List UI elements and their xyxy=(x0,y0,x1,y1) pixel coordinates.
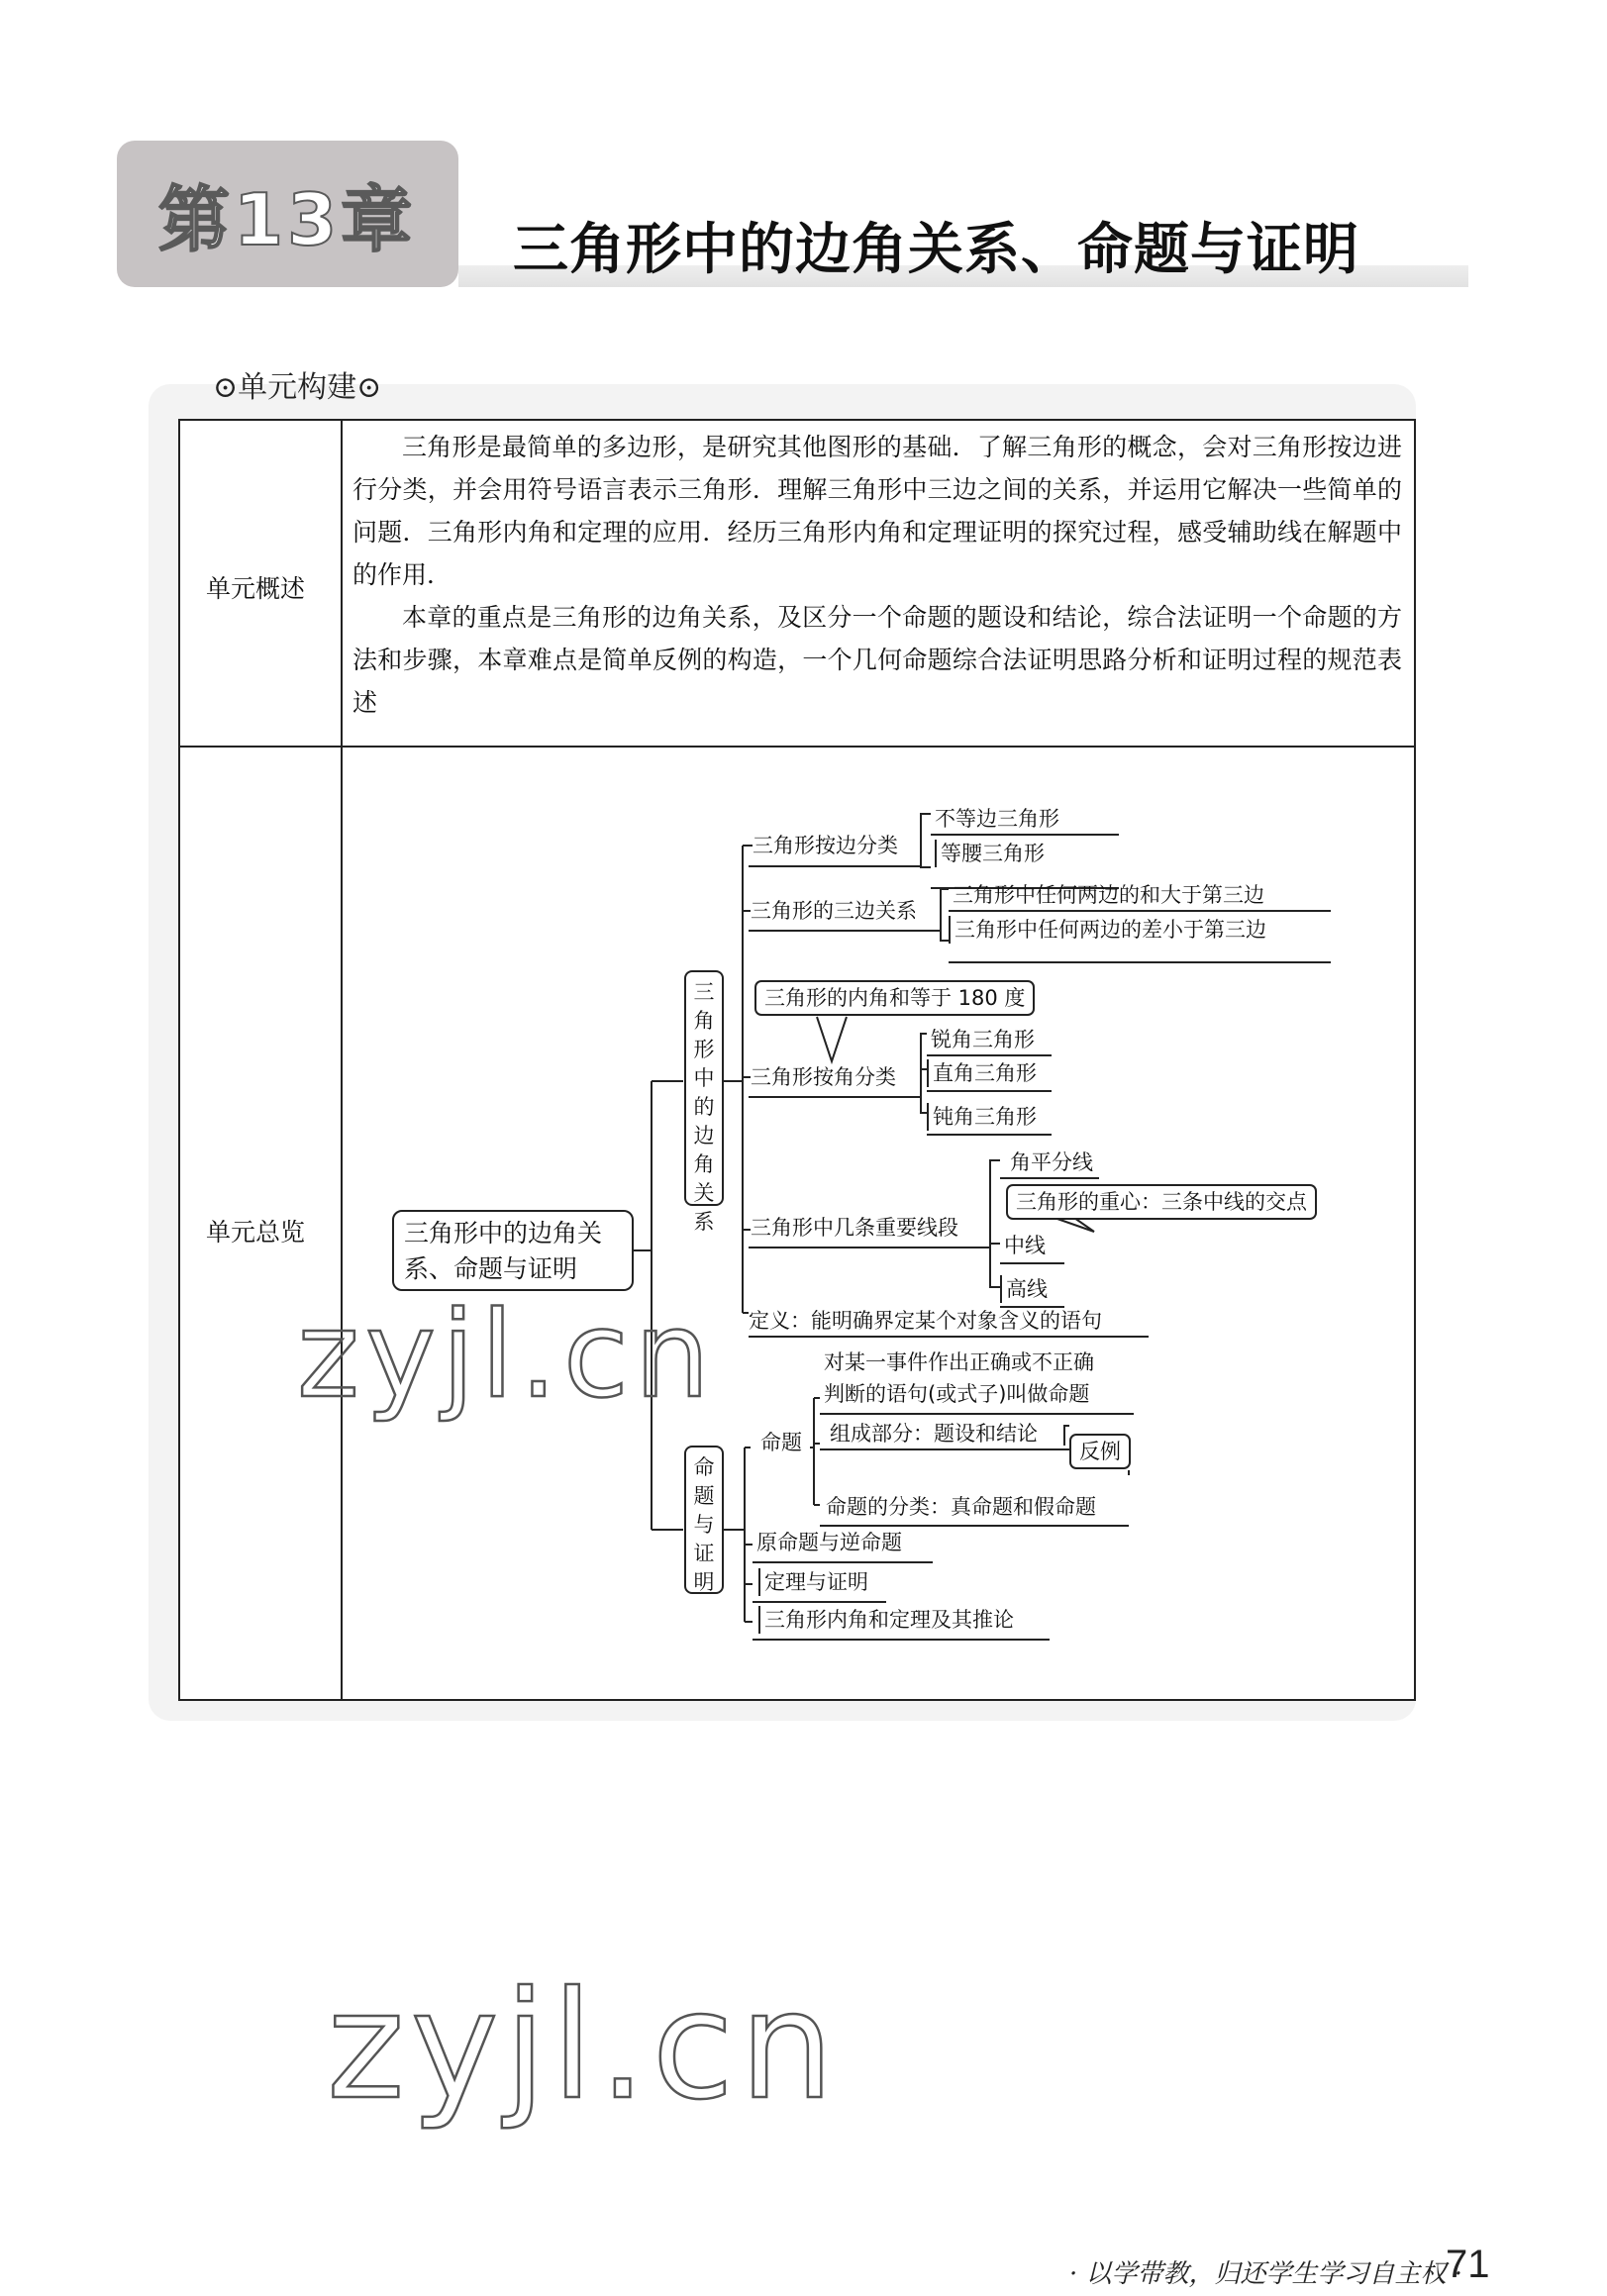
node-definition: 定义：能明确界定某个对象含义的语句 xyxy=(749,1309,1102,1333)
root-node xyxy=(392,1210,634,1291)
note-angle-sum: 三角形的内角和等于 180 度 xyxy=(754,980,1035,1016)
branch-edge-angle-label: 三角形中的边角关系 xyxy=(693,980,715,1234)
node-proposition: 命题 xyxy=(760,1431,802,1454)
root-node-line2: 系、命题与证明 xyxy=(404,1254,578,1283)
branch-edge-angle-relations xyxy=(684,970,724,1234)
node-obtuse: 钝角三角形 xyxy=(927,1103,1037,1131)
note-centroid: 三角形的重心：三条中线的交点 xyxy=(1006,1184,1317,1220)
watermark-text: zyjl.cn xyxy=(327,1960,841,2133)
node-acute: 锐角三角形 xyxy=(931,1028,1035,1051)
branch-propositions-proof xyxy=(684,1446,724,1594)
node-classify-by-side: 三角形按边分类 xyxy=(753,834,898,857)
chapter-tag-text: 第13章 xyxy=(158,178,417,261)
node-classify-by-angle: 三角形按角分类 xyxy=(751,1065,896,1089)
node-converse: 原命题与逆命题 xyxy=(756,1531,902,1554)
node-components: 组成部分：题设和结论 xyxy=(830,1422,1038,1446)
node-diff-rule: 三角形中任何两边的差小于第三边 xyxy=(949,916,1266,944)
node-scalene: 不等边三角形 xyxy=(935,807,1059,831)
section-label: ⊙单元构建⊙ xyxy=(213,370,382,405)
root-node-line1: 三角形中的边角关 xyxy=(404,1219,603,1248)
row-label-overview: 单元概述 xyxy=(206,574,306,603)
node-segments: 三角形中几条重要线段 xyxy=(751,1216,958,1240)
node-median: 中线 xyxy=(1004,1234,1046,1257)
node-theorem-proof: 定理与证明 xyxy=(758,1568,868,1596)
overview-paragraph: 三角形是最简单的多边形，是研究其他图形的基础．了解三角形的概念，会对三角形按边进行分类，并会用符号语言表示三角形．理解三角形中三边之间的关系，并运用它解决一些简单的问题．三角形内角和定理的应用．经历三角形内角和定理证明的探究过程，感受辅助线在解题中的作用． xyxy=(352,433,1402,589)
node-prop-def-line1: 对某一事件作出正确或不正确 xyxy=(824,1350,1094,1374)
page-number: 71 xyxy=(1446,2243,1490,2286)
node-prop-types: 命题的分类：真命题和假命题 xyxy=(826,1495,1096,1519)
node-sum-rule: 三角形中任何两边的和大于第三边 xyxy=(953,883,1264,907)
note-counterexample: 反例 xyxy=(1069,1434,1131,1469)
chapter-title: 三角形中的边角关系、命题与证明 xyxy=(513,218,1359,282)
node-bisector: 角平分线 xyxy=(1010,1150,1093,1174)
node-angle-sum-theorem: 三角形内角和定理及其推论 xyxy=(758,1606,1014,1634)
branch-proof-label: 命题与证明 xyxy=(693,1455,715,1594)
node-prop-def-line2: 判断的语句(或式子)叫做命题 xyxy=(824,1382,1090,1406)
node-isosceles: 等腰三角形 xyxy=(935,840,1045,867)
overview-paragraph: 本章的重点是三角形的边角关系，及区分一个命题的题设和结论，综合法证明一个命题的方法和步骤，本章难点是简单反例的构造，一个几何命题综合法证明思路分析和证明过程的规范表述 xyxy=(352,603,1402,717)
node-right: 直角三角形 xyxy=(927,1059,1037,1087)
row-label-summary: 单元总览 xyxy=(206,1218,306,1247)
node-altitude: 高线 xyxy=(1000,1275,1048,1303)
node-three-sides: 三角形的三边关系 xyxy=(751,899,917,923)
watermark-text: zyjl.cn xyxy=(297,1287,716,1425)
footer-slogan: · 以学带教，归还学生学习自主权 · xyxy=(1069,2259,1463,2289)
